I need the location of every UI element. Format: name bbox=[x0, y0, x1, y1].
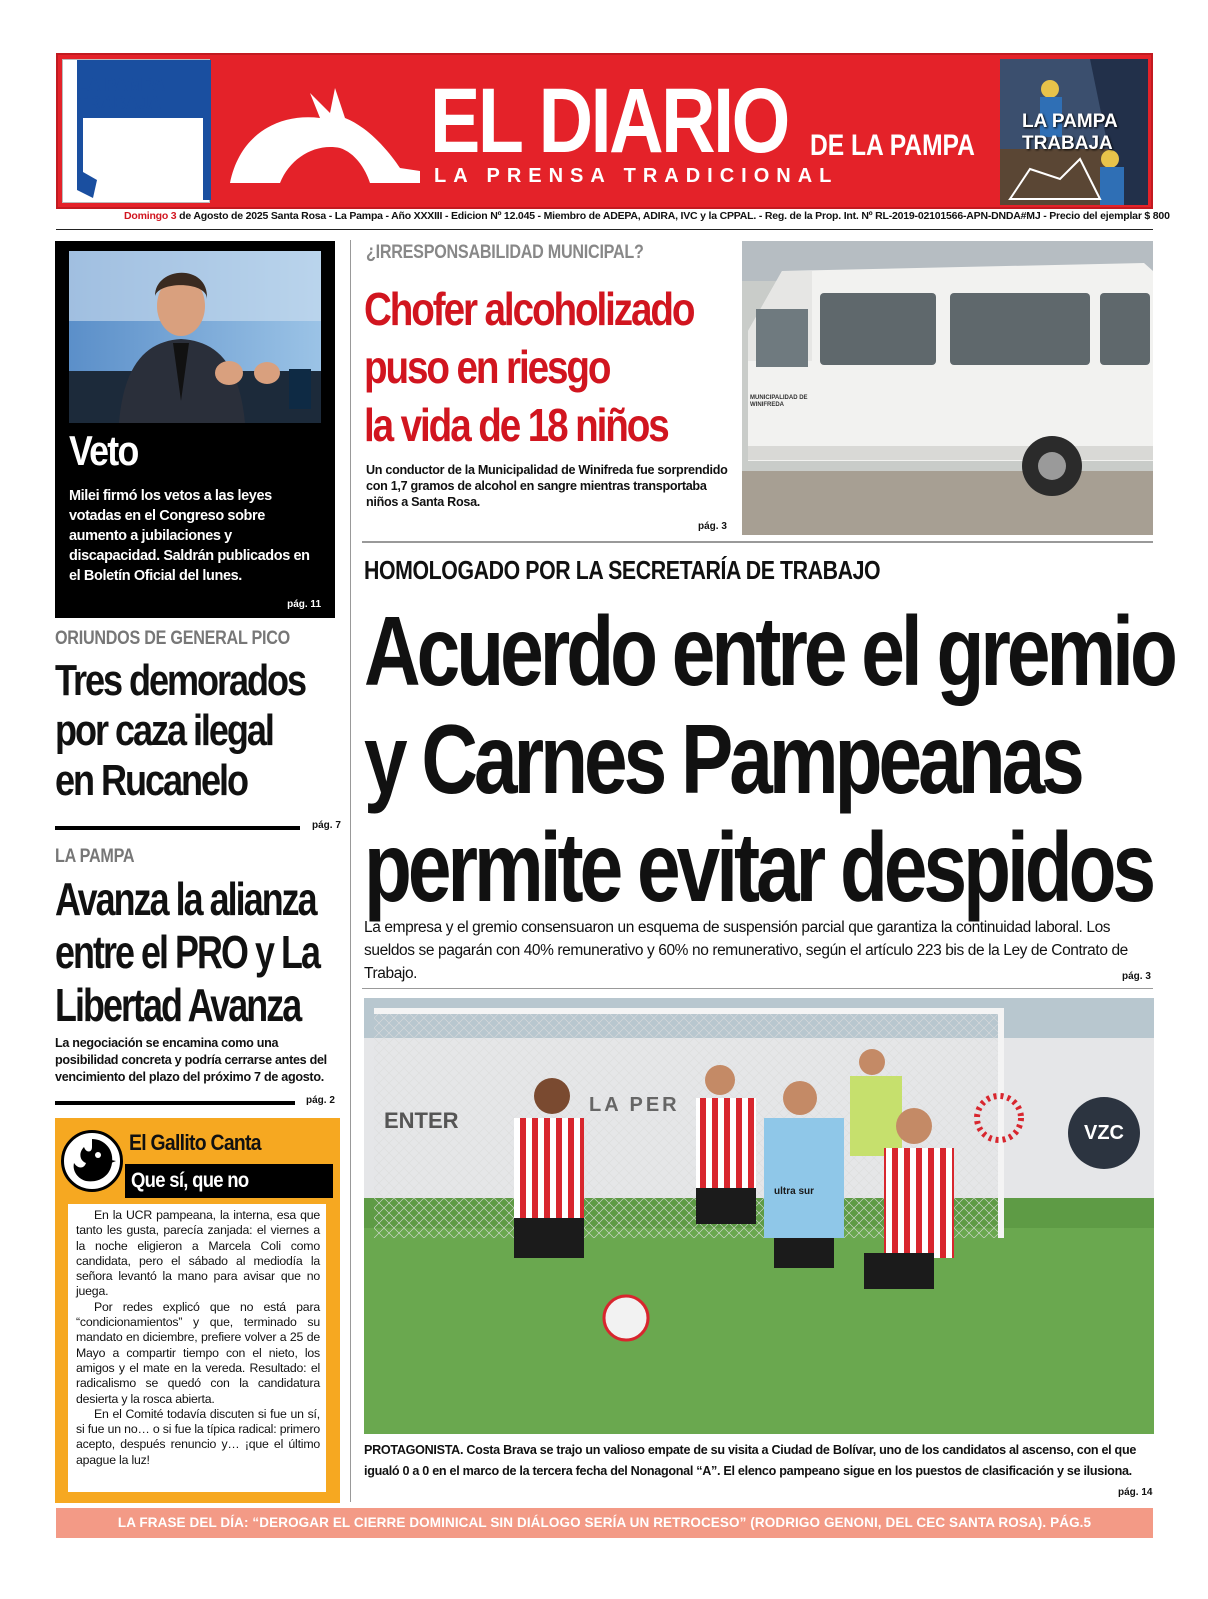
alianza-headline-line: Avanza la alianza bbox=[55, 873, 316, 925]
chofer-kicker: ¿IRRESPONSABILIDAD MUNICIPAL? bbox=[366, 242, 644, 263]
acuerdo-kicker: HOMOLOGADO POR LA SECRETARÍA DE TRABAJO bbox=[364, 555, 881, 585]
divider bbox=[362, 541, 1153, 543]
dateline bbox=[56, 210, 1170, 228]
sport-caption bbox=[364, 1440, 1154, 1482]
alianza-headline-line: entre el PRO y La bbox=[55, 926, 319, 978]
alianza-page-ref: pág. 2 bbox=[306, 1095, 335, 1106]
caza-headline-line: Tres demorados bbox=[55, 656, 306, 705]
chofer-summary: Un conductor de la Municipalidad de Winifreda fue sorprendido con 1,7 gramos de alcohol en sangre mientras transportaba niños a Santa Rosa. bbox=[366, 463, 728, 509]
newspaper-tagline: LA PRENSA TRADICIONAL bbox=[434, 165, 839, 187]
la-pampa-trabaja-promo-left[interactable] bbox=[62, 59, 210, 203]
divider bbox=[56, 229, 1153, 230]
gallito-body bbox=[68, 1204, 326, 1492]
caza-headline-line: por caza ilegal bbox=[55, 706, 273, 755]
newspaper-logo-icon bbox=[220, 73, 420, 193]
la-pampa-trabaja-promo-right[interactable] bbox=[1000, 59, 1148, 205]
gallito-subtitle-bar bbox=[125, 1164, 333, 1198]
caption-lead: PROTAGONISTA. bbox=[364, 1443, 464, 1457]
divider bbox=[55, 1101, 295, 1105]
alianza-summary: La negociación se encamina como una posibilidad concreta y podría cerrarse antes del vencimiento del plazo del próximo 7 de agosto. bbox=[55, 1036, 327, 1084]
alianza-headline[interactable] bbox=[55, 873, 319, 1032]
alianza-headline-line: Libertad Avanza bbox=[55, 979, 301, 1031]
chofer-page-ref: pág. 3 bbox=[698, 521, 727, 532]
gallito-text bbox=[76, 1208, 320, 1468]
acuerdo-summary: La empresa y el gremio consensuaron un esquema de suspensión parcial que garantiza la continuidad laboral. Los sueldos se pagarán con 40% remunerativo y 60% no remunerativo, según el artículo 223 bis de la Ley de Contrato de Trabajo. bbox=[364, 919, 1128, 982]
acuerdo-headline-line: y Carnes Pampeanas bbox=[364, 704, 1081, 814]
chofer-headline-line: Chofer alcoholizado bbox=[364, 283, 694, 335]
chofer-headline[interactable] bbox=[364, 280, 693, 454]
dateline-day: Domingo 3 bbox=[124, 210, 177, 222]
veto-page-ref: pág. 11 bbox=[287, 599, 321, 610]
acuerdo-headline[interactable] bbox=[364, 597, 1174, 921]
football-match-photo bbox=[364, 998, 1154, 1434]
van-photo bbox=[742, 241, 1153, 535]
rooster-icon bbox=[61, 1130, 123, 1192]
veto-summary: Milei firmó los vetos a las leyes votadas en el Congreso sobre aumento a jubilaciones y discapacidad. Saldrán publicados en el Boletín Oficial del lunes. bbox=[69, 488, 310, 584]
acuerdo-headline-line: permite evitar despidos bbox=[364, 812, 1153, 922]
jersey-sponsor: ultra sur bbox=[774, 1186, 815, 1197]
promo-left-label: LA PAMPA TRABAJA bbox=[77, 75, 165, 113]
stadium-sign: LA PER bbox=[589, 1094, 680, 1116]
gallito-paragraph: En el Comité todavía discuten si fue un sí, si fue un no… o si fue la típica radical: primero acepto, después renuncio y… ¡que el último apague la luz! bbox=[76, 1406, 320, 1467]
stadium-sign: ENTER bbox=[384, 1108, 459, 1133]
newspaper-title-suffix: DE LA PAMPA bbox=[810, 129, 975, 162]
sport-page-ref: pág. 14 bbox=[1118, 1487, 1153, 1498]
veto-story[interactable] bbox=[55, 241, 335, 618]
frase-del-dia-banner: LA FRASE DEL DÍA: “DEROGAR EL CIERRE DOMINICAL SIN DIÁLOGO SERÍA UN RETROCESO” (RODRIGO GENONI, DEL CEC SANTA ROSA). PÁG.5 bbox=[56, 1508, 1153, 1538]
alianza-kicker: LA PAMPA bbox=[55, 846, 135, 867]
acuerdo-page-ref: pág. 3 bbox=[1122, 971, 1151, 982]
van-label: MUNICIPALIDAD DE WINIFREDA bbox=[750, 395, 808, 408]
gallito-paragraph: En la UCR pampeana, la interna, esa que tanto les gusta, parecía zanjada: el viernes a la noche eligieron a Marcela Coli como candidata, pero el sábado al mediodía la señora levantó la mano para avisar que no juega. bbox=[76, 1208, 320, 1299]
promo-right-label: LA PAMPA TRABAJA bbox=[1022, 111, 1117, 154]
caza-headline[interactable] bbox=[55, 656, 305, 806]
veto-headline[interactable]: Veto bbox=[69, 427, 138, 474]
chofer-headline-line: la vida de 18 niños bbox=[364, 399, 668, 451]
chofer-headline-line: puso en riesgo bbox=[364, 341, 610, 393]
gallito-canta-column[interactable] bbox=[55, 1118, 340, 1503]
dateline-details: de Agosto de 2025 Santa Rosa - La Pampa - Año XXXIII - Edicion Nº 12.045 - Miembro de ADEPA, ADIRA, IVC y la CPPAL. - Reg. de la Prop. Int. Nº RL-2019-02101566-APN-DNDA#MJ - Precio del ejemplar $ 800 bbox=[176, 210, 1170, 222]
acuerdo-headline-line: Acuerdo entre el gremio bbox=[364, 596, 1174, 706]
caption-text: Costa Brava se trajo un valioso empate de su visita a Ciudad de Bolívar, uno de los candidatos al ascenso, con el que igualó 0 a 0 en el marco de la tercera fecha del Nonagonal “A”. El elenco pampeano sigue en los puestos de clasificación y se ilusiona. bbox=[364, 1443, 1137, 1478]
gallito-title: El Gallito Canta bbox=[129, 1130, 261, 1155]
divider bbox=[55, 826, 300, 830]
gallito-subtitle: Que sí, que no bbox=[131, 1169, 249, 1192]
column-divider bbox=[350, 240, 351, 1502]
gallito-paragraph: Por redes explicó que no está para “condicionamientos” y que, terminado su mandato en diciembre, prefiere volver a 25 de Mayo a compartir tiempo con el nieto, los amigos y el mate en la vereda. Resultado: el radicalismo se quedó con la candidatura desierta y la rosca abierta. bbox=[76, 1299, 320, 1406]
divider bbox=[362, 988, 1153, 989]
vzc-sign: VZC bbox=[1084, 1122, 1124, 1144]
caza-kicker: ORIUNDOS DE GENERAL PICO bbox=[55, 628, 290, 649]
caza-page-ref: pág. 7 bbox=[312, 820, 341, 831]
masthead bbox=[56, 53, 1153, 209]
newspaper-title: EL DIARIO bbox=[430, 70, 788, 172]
caza-headline-line: en Rucanelo bbox=[55, 756, 247, 805]
milei-photo bbox=[69, 251, 321, 423]
